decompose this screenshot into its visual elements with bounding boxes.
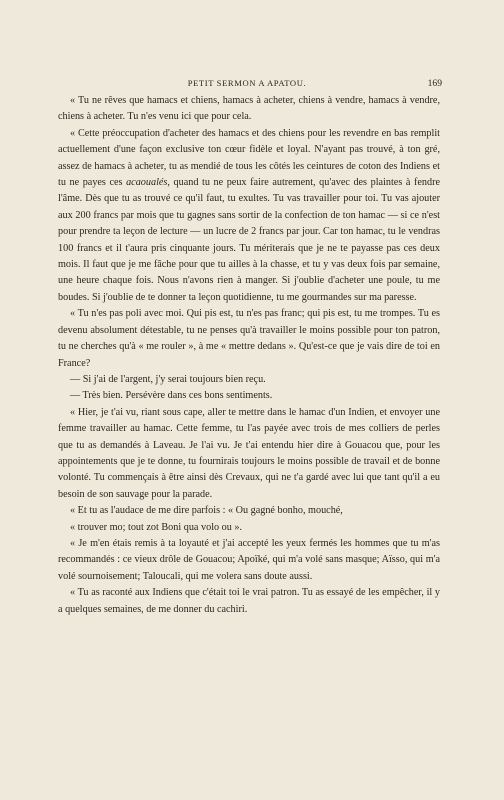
paragraph bbox=[58, 126, 440, 306]
paragraph: « Hier, je t'ai vu, riant sous cape, aller te mettre dans le hamac d'un Indien, et envoyer une femme travailler au hamac. Cette femme, tu l'as payée avec trois de mes colliers de perles que tu as demandés à Laveau. Je l'ai vu. Je t'ai entendu hier dire à Gouacou que, pour les appointements que je te donne, tu fournirais toujours le moins possible de travail et de bonne volonté. Tu commençais à être ainsi dès Crevaux, qui ne t'a gardé avec lui que tant qu'il a eu besoin de son sauvage pour la parade. bbox=[58, 406, 440, 500]
quote-line: « trouver mo; tout zot Boni qua volo ou ». bbox=[70, 521, 243, 533]
paragraph: « Tu as raconté aux Indiens que c'était toi le vrai patron. Tu as essayé de les empêcher, il y a quelques semaines, de me donner du cachiri. bbox=[58, 587, 440, 615]
dialogue-line: — Très bien. Persévère dans ces bons sentiments. bbox=[70, 390, 273, 402]
page-number: 169 bbox=[427, 78, 442, 89]
quote-line: « Et tu as l'audace de me dire parfois : « Ou gagné bonho, mouché, bbox=[70, 505, 343, 517]
italic-word: acaoualés bbox=[126, 177, 168, 189]
running-head: PETIT SERMON A APATOU. bbox=[187, 78, 307, 88]
paragraph: « Je m'en étais remis à ta loyauté et j'ai accepté les yeux fermés les hommes que tu m'as recommandés : ce vieux drôle de Gouacou; Apoïké, qui m'a volé sans masque; Aïsso, qui m'a volé sournoisement; Taloucali, qui me volera sans doute aussi. bbox=[58, 537, 440, 582]
paragraph-text: , quand tu ne peux faire autrement, qu'avec des plaintes à fendre l'âme. Dès que tu as trouvé ce qu'il faut, tu exultes. Tu vas travailler pour toi. Tu vas ajouter aux 200 francs par mois que tu gagnes sans sortir de la confection de ton hamac — si ce n'est pour prendre ta leçon de lecture — un lucre de 2 francs par jour. Car ton hamac, tu le vendras 100 francs et il t'aura pris cinquante jours. Tu mériterais que je ne te payasse pas ces deux mois. Il faut que je me fâche pour que tu ailles à la chasse, et tu y vas deux fois par semaine, une heure chaque fois. Nous n'avons rien à manger. Si j'oublie d'acheter une poule, tu me boudes. Si j'oublie de te donner ta leçon quotidienne, tu me gourmandes sur ma paresse. bbox=[58, 177, 440, 303]
paragraph: « Tu n'es pas poli avec moi. Qui pis est, tu n'es pas franc; qui pis est, tu me trompes. Tu es devenu absolument détestable, tu ne penses qu'à travailler le moins possible pour ton patron, tu ne cherches qu'à « me rouler », à me « mettre dedans ». Qu'est-ce que je vais dire de toi en France? bbox=[58, 308, 440, 369]
paragraph-text: « Cette préoccupation d'acheter des hamacs et des chiens pour les revendre en bas remplit actuellement d'une façon exclusive ton cœur fidèle et loyal. N'ayant pas trouvé, à ton gré, assez de hamacs à acheter, tu as mendié de tous les côtés les ceintures de coton des Indiens et tu ne payes ces bbox=[58, 127, 440, 189]
dialogue-line: — Si j'ai de l'argent, j'y serai toujours bien reçu. bbox=[70, 373, 266, 385]
paragraph: « Tu ne rêves que hamacs et chiens, hamacs à acheter, chiens à vendre, hamacs à vendre, chiens à acheter. Tu n'es venu ici que pour cela. bbox=[58, 95, 440, 123]
body-text bbox=[58, 93, 440, 618]
page-header bbox=[52, 78, 442, 92]
